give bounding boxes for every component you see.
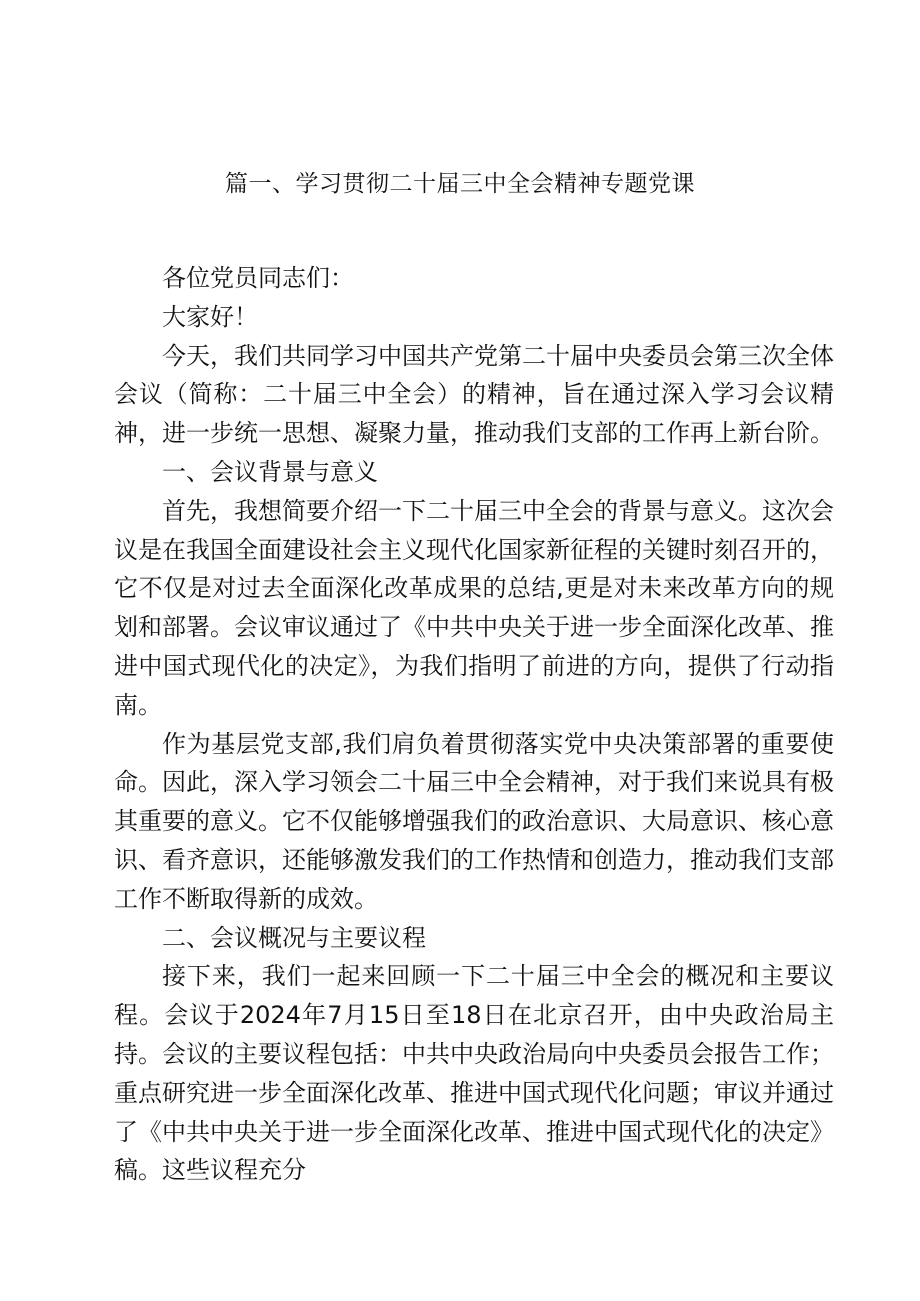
paragraph-background: 首先，我想简要介绍一下二十届三中全会的背景与意义。这次会议是在我国全面建设社会主义现代化国家新征程的关键时刻召开的，它不仅是对过去全面深化改革成果的总结,更是对未来改革方向的规划和部署。会议审议通过了《中共中央关于进一步全面深化改革、推进中国式现代化的决定》，为我们指明了前进的方向，提供了行动指南。 (114, 496, 834, 719)
section-heading-1: 一、会议背景与意义 (162, 457, 378, 486)
paragraph-intro: 今天，我们共同学习中国共产党第二十届中央委员会第三次全体会议（简称：二十届三中全会）的精神，旨在通过深入学习会议精神，进一步统一思想、凝聚力量，推动我们支部的工作再上新台阶。 (114, 341, 834, 448)
section-heading-2: 二、会议概况与主要议程 (162, 923, 426, 952)
greeting: 大家好！ (162, 302, 258, 331)
document-title: 篇一、学习贯彻二十届三中全会精神专题党课 (225, 171, 695, 197)
document-body (114, 259, 834, 1190)
salutation: 各位党员同志们： (162, 264, 354, 292)
paragraph-significance: 作为基层党支部,我们肩负着贯彻落实党中央决策部署的重要使命。因此，深入学习领会二十届三中全会精神，对于我们来说具有极其重要的意义。它不仅能够增强我们的政治意识、大局意识、核心意识、看齐意识，还能够激发我们的工作热情和创造力，推动我们支部工作不断取得新的成效。 (114, 729, 834, 913)
paragraph-agenda: 接下来，我们一起来回顾一下二十届三中全会的概况和主要议程。会议于2024年7月15日至18日在北京召开，由中央政治局主持。会议的主要议程包括：中共中央政治局向中央委员会报告工作；重点研究进一步全面深化改革、推进中国式现代化问题；审议并通过了《中共中央关于进一步全面深化改革、推进中国式现代化的决定》稿。这些议程充分 (114, 962, 834, 1185)
